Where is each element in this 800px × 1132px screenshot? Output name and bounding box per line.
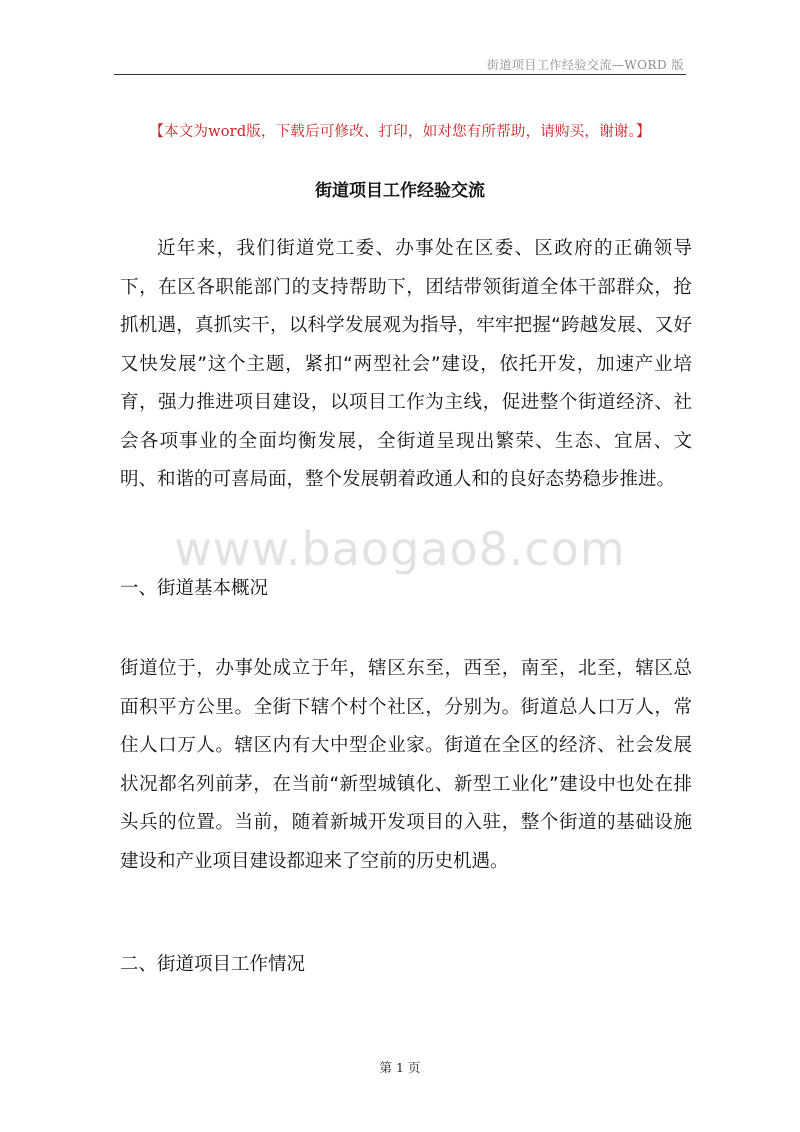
header-divider (114, 74, 686, 75)
watermark: www.baogao8.com (174, 522, 626, 576)
intro-paragraph: 近年来，我们街道党工委、办事处在区委、区政府的正确领导下，在区各职能部门的支持帮助下，团结带领街道全体干部群众，抢抓机遇，真抓实干，以科学发展观为指导，牢牢把握“跨越发展、又好又快发展”这个主题，紧扣“两型社会”建设，依托开发，加速产业培育，强力推进项目建设，以项目工作为主线，促进整个街道经济、社会各项事业的全面均衡发展，全街道呈现出繁荣、生态、宜居、文明、和谐的可喜局面，整个发展朝着政通人和的良好态势稳步推进。 (120, 238, 692, 490)
section-heading-2: 二、街道项目工作情况 (120, 954, 306, 975)
download-notice: 【本文为word版，下载后可修改、打印，如对您有所帮助，请购买，谢谢。】 (149, 124, 651, 140)
document-title: 街道项目工作经验交流 (315, 181, 485, 201)
section-heading-1: 一、街道基本概况 (120, 578, 269, 599)
page-number: 第 1 页 (379, 1060, 421, 1075)
section-1-paragraph: 街道位于，办事处成立于年，辖区东至，西至，南至，北至，辖区总面积平方公里。全街下辖个村个社区，分别为。街道总人口万人，常住人口万人。辖区内有大中型企业家。街道在全区的经济、社会发展状况都名列前茅，在当前“新型城镇化、新型工业化”建设中也处在排头兵的位置。当前，随着新城开发项目的入驻，整个街道的基础设施建设和产业项目建设都迎来了空前的历史机遇。 (120, 658, 692, 872)
page-header-text: 街道项目工作经验交流—WORD 版 (486, 58, 684, 72)
